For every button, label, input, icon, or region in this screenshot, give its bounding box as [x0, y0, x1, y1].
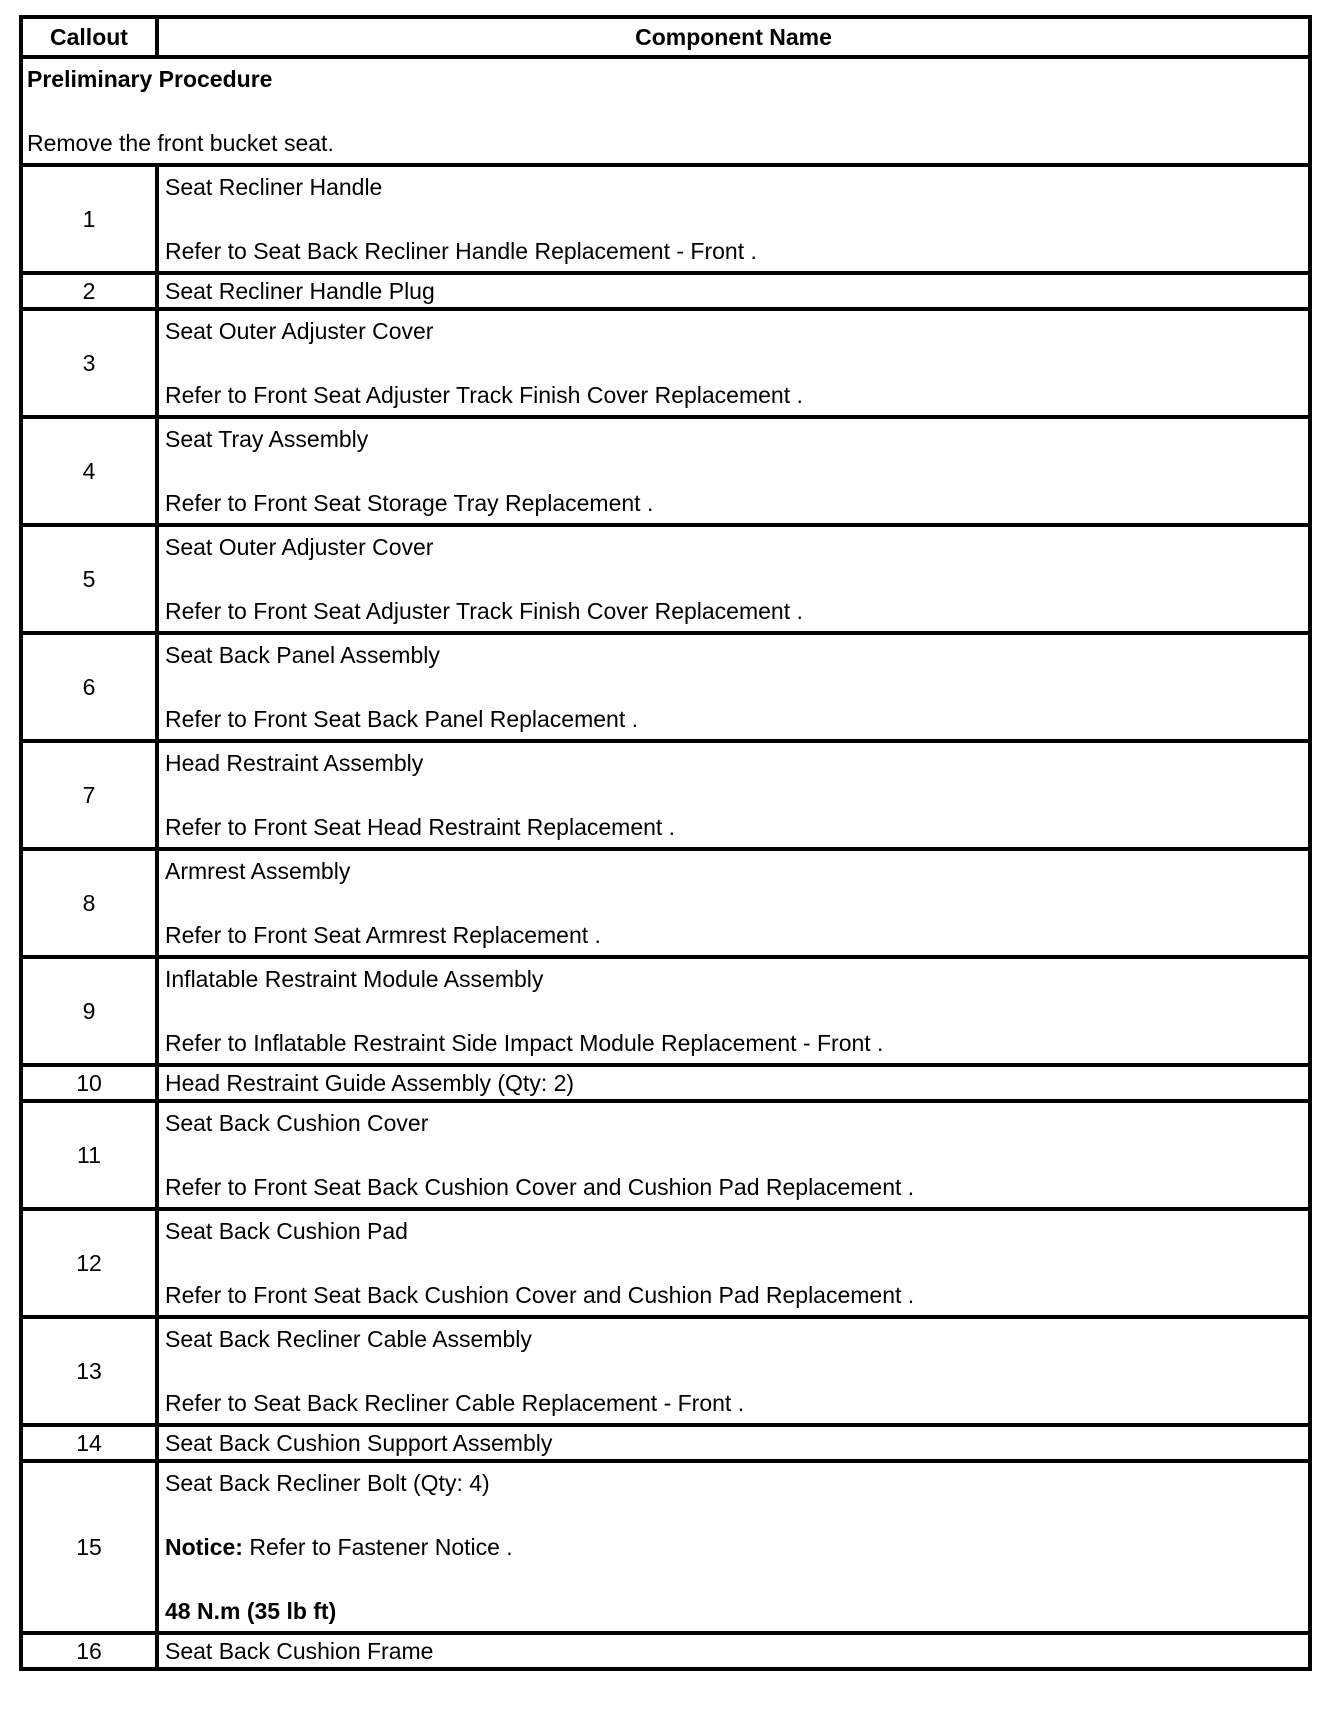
component-cell: [157, 633, 1310, 741]
refer-link-text: Refer to Seat Back Recliner Handle Replacement - Front .: [165, 238, 757, 264]
component-name: Armrest Assembly: [165, 858, 351, 884]
table-row: [21, 633, 1310, 741]
table-row: [21, 309, 1310, 417]
refer-link-text: Refer to Seat Back Recliner Cable Replacement - Front .: [165, 1390, 745, 1416]
component-cell: [157, 309, 1310, 417]
callout-cell: 2: [21, 273, 157, 309]
table-row: [21, 1209, 1310, 1317]
callout-cell: 15: [21, 1461, 157, 1633]
component-name: Seat Back Panel Assembly: [165, 642, 440, 668]
callout-cell: 4: [21, 417, 157, 525]
callout-cell: 5: [21, 525, 157, 633]
component-name: Inflatable Restraint Module Assembly: [165, 966, 544, 992]
component-name: Seat Back Recliner Bolt (Qty: 4): [165, 1470, 490, 1496]
refer-link-text: Refer to Front Seat Adjuster Track Finish Cover Replacement .: [165, 382, 803, 408]
notice-label: Notice:: [165, 1534, 243, 1560]
component-name: Seat Back Cushion Cover: [165, 1110, 429, 1136]
callout-cell: 16: [21, 1633, 157, 1669]
torque-spec: 48 N.m (35 lb ft): [165, 1598, 337, 1624]
callout-cell: 11: [21, 1101, 157, 1209]
component-cell: [157, 1065, 1310, 1101]
component-cell: [157, 1317, 1310, 1425]
preliminary-text: Remove the front bucket seat.: [27, 130, 334, 156]
table-row: [21, 849, 1310, 957]
component-cell: [157, 957, 1310, 1065]
callout-cell: 13: [21, 1317, 157, 1425]
refer-link-text: Refer to Front Seat Adjuster Track Finish Cover Replacement .: [165, 598, 803, 624]
table-row: [21, 1425, 1310, 1461]
callout-cell: 8: [21, 849, 157, 957]
component-name: Seat Back Cushion Support Assembly: [165, 1430, 553, 1456]
callout-cell: 6: [21, 633, 157, 741]
component-name: Seat Recliner Handle: [165, 174, 383, 200]
component-cell: [157, 525, 1310, 633]
preliminary-row: [21, 57, 1310, 165]
callout-cell: 3: [21, 309, 157, 417]
table-row: [21, 165, 1310, 273]
component-name: Head Restraint Assembly: [165, 750, 424, 776]
table-row: [21, 417, 1310, 525]
component-cell: [157, 1633, 1310, 1669]
table-row: [21, 273, 1310, 309]
component-name: Seat Recliner Handle Plug: [165, 278, 435, 304]
component-name: Seat Outer Adjuster Cover: [165, 318, 434, 344]
component-cell: [157, 849, 1310, 957]
callout-cell: 9: [21, 957, 157, 1065]
component-cell: [157, 1461, 1310, 1633]
table-row: [21, 1065, 1310, 1101]
refer-link-text: Refer to Front Seat Back Cushion Cover and Cushion Pad Replacement .: [165, 1174, 915, 1200]
component-cell: [157, 417, 1310, 525]
table-row: [21, 1101, 1310, 1209]
refer-link-text: Refer to Front Seat Back Cushion Cover and Cushion Pad Replacement .: [165, 1282, 915, 1308]
refer-link-text: Refer to Front Seat Armrest Replacement .: [165, 922, 601, 948]
component-name: Head Restraint Guide Assembly (Qty: 2): [165, 1070, 575, 1096]
table-row: [21, 1633, 1310, 1669]
component-name-header: Component Name: [157, 17, 1310, 57]
component-name: Seat Tray Assembly: [165, 426, 369, 452]
refer-link-text: Refer to Inflatable Restraint Side Impact Module Replacement - Front .: [165, 1030, 884, 1056]
component-cell: [157, 1101, 1310, 1209]
component-name: Seat Back Cushion Pad: [165, 1218, 408, 1244]
component-name: Seat Back Cushion Frame: [165, 1638, 434, 1664]
notice-line: [165, 1531, 1308, 1563]
callout-cell: 1: [21, 165, 157, 273]
table-row: [21, 1317, 1310, 1425]
callout-cell: 10: [21, 1065, 157, 1101]
refer-link-text: Refer to Front Seat Back Panel Replacement .: [165, 706, 639, 732]
table-row: [21, 957, 1310, 1065]
callout-header: Callout: [21, 17, 157, 57]
component-cell: [157, 165, 1310, 273]
callout-cell: 14: [21, 1425, 157, 1461]
table-row: [21, 1461, 1310, 1633]
callout-cell: 7: [21, 741, 157, 849]
component-cell: [157, 1425, 1310, 1461]
preliminary-title: Preliminary Procedure: [27, 66, 273, 92]
component-cell: [157, 1209, 1310, 1317]
header-row: [21, 17, 1310, 57]
notice-text: Refer to Fastener Notice .: [249, 1534, 513, 1560]
callout-cell: 12: [21, 1209, 157, 1317]
preliminary-cell: [21, 57, 1310, 165]
refer-link-text: Refer to Front Seat Storage Tray Replacement .: [165, 490, 654, 516]
refer-link-text: Refer to Front Seat Head Restraint Replacement .: [165, 814, 676, 840]
component-name: Seat Back Recliner Cable Assembly: [165, 1326, 532, 1352]
table-row: [21, 525, 1310, 633]
component-cell: [157, 741, 1310, 849]
table-row: [21, 741, 1310, 849]
component-table: [19, 15, 1312, 1671]
component-cell: [157, 273, 1310, 309]
component-name: Seat Outer Adjuster Cover: [165, 534, 434, 560]
